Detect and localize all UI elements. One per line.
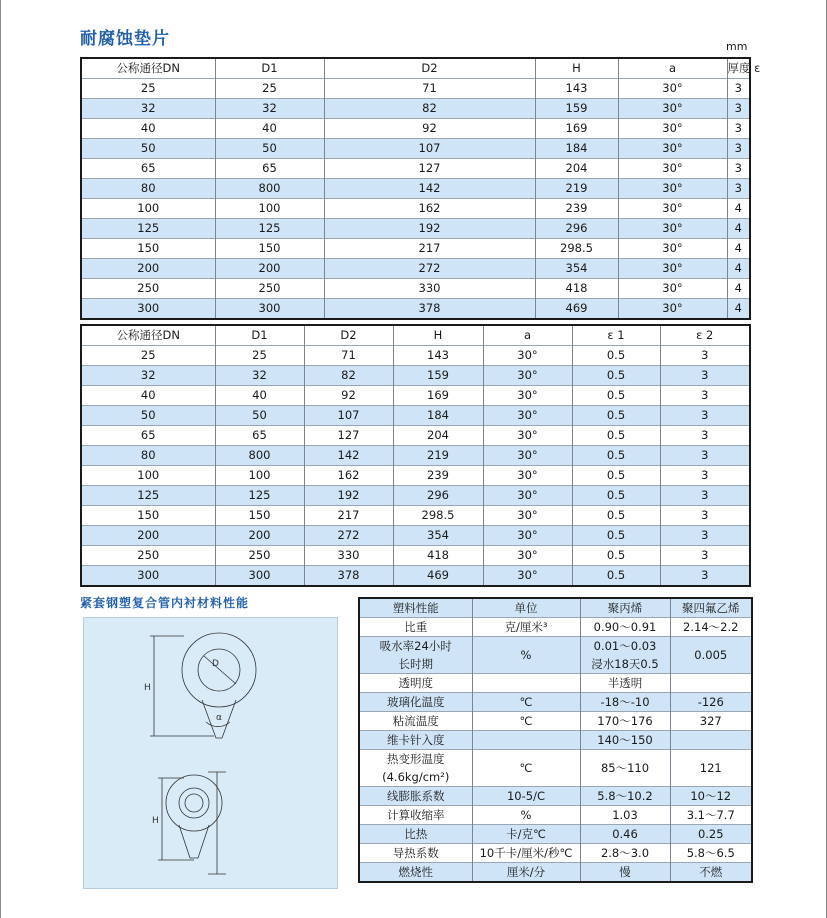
property-row (359, 712, 752, 731)
ptfe-value: 3.1～7.7 (670, 806, 752, 825)
property-row (359, 637, 752, 674)
table-cell: 30° (483, 406, 572, 426)
pp-value: -18～-10 (580, 693, 670, 712)
header-cell: D2 (304, 325, 393, 346)
table-cell: 40 (215, 119, 324, 139)
property-line-1: 吸水率24小时 (379, 639, 452, 653)
table-cell: 150 (215, 506, 304, 526)
table-row (81, 139, 750, 159)
ptfe-value (670, 731, 752, 750)
table-cell: 65 (140, 428, 156, 442)
header-cell: 聚四氟乙烯 (670, 598, 752, 618)
property-row (359, 618, 752, 637)
property-name: 线膨胀系数 (359, 787, 472, 806)
table-cell: 25 (140, 348, 156, 362)
ptfe-value: 121 (670, 750, 752, 787)
unit-label: mm (726, 40, 748, 53)
table-cell: 100 (137, 468, 160, 482)
table-cell: 30° (618, 219, 727, 239)
table-cell: 330 (304, 546, 393, 566)
header-cell: a (483, 325, 572, 346)
table-cell: 30° (618, 199, 727, 219)
table-cell: 30° (483, 446, 572, 466)
property-name (359, 637, 472, 674)
header-cell: D1 (215, 58, 324, 79)
property-name (359, 750, 472, 787)
table-cell: 82 (324, 99, 535, 119)
header-cell: ε 2 (660, 325, 750, 346)
table-cell: 300 (215, 299, 324, 320)
table-cell: 150 (137, 241, 160, 255)
property-row (359, 863, 752, 883)
table-cell: 418 (535, 279, 618, 299)
pp-value: 1.03 (580, 806, 670, 825)
table-cell: 354 (535, 259, 618, 279)
table-cell: 30° (483, 426, 572, 446)
table-cell: 378 (304, 566, 393, 587)
header-cell: 聚丙烯 (580, 598, 670, 618)
table-cell: 162 (324, 199, 535, 219)
table-cell: 800 (215, 179, 324, 199)
angle-label: α (216, 713, 222, 723)
table-cell: 4 (727, 199, 750, 219)
table-cell: 200 (215, 526, 304, 546)
table-cell: 300 (81, 566, 215, 587)
table-cell: 217 (324, 239, 535, 259)
table-cell: 25 (140, 81, 156, 95)
gasket-diagram (84, 618, 337, 888)
table-cell: 4 (727, 219, 750, 239)
ptfe-value: 10～12 (670, 787, 752, 806)
table-cell: 50 (215, 139, 324, 159)
table-row (81, 406, 750, 426)
table-cell: 30° (483, 546, 572, 566)
property-row (359, 787, 752, 806)
table-cell: 200 (215, 259, 324, 279)
table-cell: 204 (535, 159, 618, 179)
table-cell: 330 (324, 279, 535, 299)
table-cell: 3 (727, 179, 750, 199)
table-row (81, 426, 750, 446)
table-cell: 217 (304, 506, 393, 526)
table-cell: 250 (137, 281, 160, 295)
property-row (359, 825, 752, 844)
table-cell: 30° (618, 279, 727, 299)
table-cell: 192 (324, 219, 535, 239)
table-cell: 125 (215, 486, 304, 506)
pp-value: 0.46 (580, 825, 670, 844)
table-cell: 65 (215, 159, 324, 179)
table-cell: 239 (393, 466, 483, 486)
property-row (359, 731, 752, 750)
property-unit: % (472, 806, 580, 825)
table-cell: 92 (324, 119, 535, 139)
table-row (81, 279, 750, 299)
table-row (81, 386, 750, 406)
property-unit: ℃ (472, 712, 580, 731)
ptfe-value: 5.8～6.5 (670, 844, 752, 863)
table-cell: 184 (393, 406, 483, 426)
table-cell: 143 (535, 79, 618, 99)
table-cell: 107 (304, 406, 393, 426)
table-cell: 100 (215, 199, 324, 219)
table-cell: 30° (483, 366, 572, 386)
table-row (81, 159, 750, 179)
table-cell: 169 (535, 119, 618, 139)
property-unit: 10千卡/厘米/秒℃ (472, 844, 580, 863)
property-unit: 卡/克℃ (472, 825, 580, 844)
table-cell: 32 (215, 99, 324, 119)
table-cell: 30° (483, 506, 572, 526)
table-cell: 127 (324, 159, 535, 179)
property-name: 比重 (404, 620, 428, 634)
table-row (81, 346, 750, 366)
property-name: 燃烧性 (359, 863, 472, 883)
table-row (81, 239, 750, 259)
property-line-2: 长时期 (398, 657, 433, 671)
table-cell: 469 (535, 299, 618, 320)
table-row (81, 486, 750, 506)
table-cell: 50 (81, 139, 215, 159)
table-cell: 150 (215, 239, 324, 259)
table-row (81, 446, 750, 466)
table-cell: 30° (483, 486, 572, 506)
table-cell: 0.5 (572, 526, 660, 546)
property-line-2: (4.6kg/cm²) (382, 770, 450, 784)
table-row (81, 79, 750, 99)
table-row (81, 259, 750, 279)
table-row (81, 219, 750, 239)
table-cell: 0.5 (572, 486, 660, 506)
table-cell: 159 (535, 99, 618, 119)
table-cell: 65 (215, 426, 304, 446)
height-label-lower: H (152, 816, 159, 826)
table-cell: 184 (535, 139, 618, 159)
table-cell: 25 (215, 79, 324, 99)
table-row (81, 99, 750, 119)
table-cell: 0.5 (572, 426, 660, 446)
ptfe-value (670, 674, 752, 693)
pp-value: 慢 (580, 863, 670, 883)
table-cell: 30° (483, 566, 572, 587)
table-row (81, 466, 750, 486)
property-row (359, 674, 752, 693)
table-cell: 0.5 (572, 446, 660, 466)
table-cell: 298.5 (393, 506, 483, 526)
table-row (81, 566, 750, 587)
header-cell: D1 (215, 325, 304, 346)
table-row (81, 526, 750, 546)
table-cell: 378 (324, 299, 535, 320)
table-cell: 92 (304, 386, 393, 406)
property-unit: 厘米/分 (472, 863, 580, 883)
table-cell: 4 (727, 299, 750, 320)
header-cell: a (618, 58, 727, 79)
table-cell: 142 (324, 179, 535, 199)
table-cell: 40 (215, 386, 304, 406)
table-row (81, 506, 750, 526)
pp-value (580, 637, 670, 674)
table-cell: 25 (215, 346, 304, 366)
property-unit (472, 731, 580, 750)
table-cell: 4 (727, 259, 750, 279)
table-cell: 298.5 (535, 239, 618, 259)
table-cell: 200 (81, 526, 215, 546)
table-cell: 0.5 (572, 506, 660, 526)
material-properties-table (358, 597, 753, 883)
table-cell: 100 (215, 466, 304, 486)
pp-value: 半透明 (580, 674, 670, 693)
header-row (81, 58, 750, 79)
property-row (359, 844, 752, 863)
property-unit: 克/厘米³ (472, 618, 580, 637)
table-cell: 3 (660, 446, 750, 466)
table-cell: 3 (660, 486, 750, 506)
table-cell: 4 (727, 279, 750, 299)
ptfe-value: 不燃 (670, 863, 752, 883)
table-cell: 3 (660, 386, 750, 406)
property-row (359, 750, 752, 787)
property-unit: % (472, 637, 580, 674)
table-cell: 71 (324, 79, 535, 99)
table-cell: 30° (618, 179, 727, 199)
table-cell: 30° (618, 239, 727, 259)
table-cell: 0.5 (572, 346, 660, 366)
header-cell: 单位 (472, 598, 580, 618)
table-row (81, 299, 750, 320)
section-title: 紧套钢塑复合管内衬材料性能 (80, 596, 250, 610)
pp-value: 170～176 (580, 712, 670, 731)
table-cell: 3 (660, 566, 750, 587)
header-cell: D2 (324, 58, 535, 79)
table-row (81, 179, 750, 199)
table-cell: 30° (618, 99, 727, 119)
header-cell: H (535, 58, 618, 79)
table-cell: 219 (535, 179, 618, 199)
table-cell: 80 (81, 446, 215, 466)
table-cell: 300 (81, 299, 215, 320)
table-cell: 4 (727, 239, 750, 259)
table-cell: 204 (393, 426, 483, 446)
diameter-label: D (212, 659, 219, 669)
table-cell: 239 (535, 199, 618, 219)
table-cell: 200 (81, 259, 215, 279)
ptfe-value: 0.005 (670, 637, 752, 674)
ptfe-value: 327 (670, 712, 752, 731)
property-line-1: 热变形温度 (387, 752, 445, 766)
table-cell: 0.5 (572, 466, 660, 486)
table-cell: 250 (215, 546, 304, 566)
table-cell: 3 (660, 506, 750, 526)
property-unit: ℃ (472, 750, 580, 787)
table-cell: 296 (535, 219, 618, 239)
gasket-table-1 (80, 57, 761, 320)
property-name: 玻璃化温度 (359, 693, 472, 712)
table-cell: 142 (304, 446, 393, 466)
table-cell: 3 (660, 526, 750, 546)
table-cell: 125 (81, 486, 215, 506)
property-row (359, 806, 752, 825)
table-cell: 30° (483, 466, 572, 486)
table-cell: 30° (618, 299, 727, 320)
table-cell: 30° (618, 259, 727, 279)
ptfe-value: 0.25 (670, 825, 752, 844)
header-cell: 厚度 ε (727, 58, 750, 79)
table-cell: 3 (727, 99, 750, 119)
property-name: 维卡针入度 (359, 731, 472, 750)
table-cell: 0.5 (572, 566, 660, 587)
gasket-table-2 (80, 324, 751, 587)
table-cell: 3 (660, 346, 750, 366)
table-cell: 143 (393, 346, 483, 366)
table-cell: 0.5 (572, 406, 660, 426)
table-cell: 125 (215, 219, 324, 239)
table-cell: 3 (660, 366, 750, 386)
table-cell: 3 (727, 79, 750, 99)
table-cell: 169 (393, 386, 483, 406)
table-cell: 0.5 (572, 546, 660, 566)
property-name: 粘流温度 (392, 714, 439, 728)
table-cell: 162 (304, 466, 393, 486)
table-cell: 30° (483, 526, 572, 546)
table-cell: 296 (393, 486, 483, 506)
header-cell: 公称通径DN (116, 61, 180, 75)
header-cell: ε 1 (572, 325, 660, 346)
table-cell: 3 (727, 119, 750, 139)
gasket-inner-circle (198, 649, 240, 691)
table-cell: 3 (660, 426, 750, 446)
table-cell: 40 (140, 388, 156, 402)
table-cell: 354 (393, 526, 483, 546)
table-row (81, 199, 750, 219)
table-cell: 30° (483, 346, 572, 366)
table-cell: 82 (304, 366, 393, 386)
property-name: 导热系数 (392, 846, 439, 860)
table-cell: 0.5 (572, 366, 660, 386)
ptfe-value: -126 (670, 693, 752, 712)
pp-line-1: 0.01～0.03 (593, 639, 657, 653)
pp-value: 85～110 (580, 750, 670, 787)
table-cell: 250 (137, 548, 160, 562)
header-cell: 公称通径DN (116, 328, 180, 342)
table-row (81, 366, 750, 386)
property-unit: ℃ (472, 693, 580, 712)
table-cell: 32 (215, 366, 304, 386)
height-label: H (144, 683, 151, 693)
table-cell: 272 (304, 526, 393, 546)
page-border-left (0, 0, 1, 918)
table-cell: 3 (727, 139, 750, 159)
table-cell: 32 (81, 99, 215, 119)
table-cell: 192 (304, 486, 393, 506)
table-cell: 3 (660, 406, 750, 426)
property-name: 比热 (359, 825, 472, 844)
table-cell: 3 (727, 159, 750, 179)
table-cell: 100 (137, 201, 160, 215)
table-cell: 30° (618, 139, 727, 159)
pp-value: 140～150 (580, 731, 670, 750)
table-cell: 127 (304, 426, 393, 446)
table-cell: 65 (140, 161, 156, 175)
property-name: 透明度 (398, 676, 433, 690)
table-cell: 150 (137, 508, 160, 522)
table-cell: 30° (618, 159, 727, 179)
header-cell: H (393, 325, 483, 346)
table-cell: 469 (393, 566, 483, 587)
table-cell: 0.5 (572, 386, 660, 406)
property-unit (472, 674, 580, 693)
table-cell: 272 (324, 259, 535, 279)
table-cell: 125 (81, 219, 215, 239)
header-cell: 塑料性能 (359, 598, 472, 618)
page-title: 耐腐蚀垫片 (80, 29, 170, 49)
table-cell: 40 (140, 121, 156, 135)
gasket-outer-circle (182, 633, 256, 707)
table-cell: 50 (81, 406, 215, 426)
table-cell: 219 (393, 446, 483, 466)
header-row (359, 598, 752, 618)
table-cell: 3 (660, 546, 750, 566)
ptfe-value: 2.14～2.2 (670, 618, 752, 637)
table-cell: 71 (304, 346, 393, 366)
table-cell: 3 (660, 466, 750, 486)
table-cell: 30° (483, 386, 572, 406)
table-cell: 250 (215, 279, 324, 299)
table-cell: 50 (215, 406, 304, 426)
property-name: 计算收缩率 (387, 808, 445, 822)
table-cell: 30° (618, 79, 727, 99)
table-cell: 107 (324, 139, 535, 159)
gasket-diagram-panel (83, 617, 338, 889)
table-cell: 300 (215, 566, 304, 587)
table-cell: 159 (393, 366, 483, 386)
property-unit: 10-5/C (472, 787, 580, 806)
property-row (359, 693, 752, 712)
pp-value: 5.8～10.2 (580, 787, 670, 806)
pp-line-2: 浸水18天0.5 (591, 657, 659, 671)
table-cell: 30° (618, 119, 727, 139)
header-row (81, 325, 750, 346)
table-row (81, 546, 750, 566)
table-cell: 418 (393, 546, 483, 566)
pp-value: 0.90～0.91 (580, 618, 670, 637)
pp-value: 2.8～3.0 (580, 844, 670, 863)
table-cell: 800 (215, 446, 304, 466)
table-cell: 32 (81, 366, 215, 386)
table-cell: 80 (81, 179, 215, 199)
table-row (81, 119, 750, 139)
